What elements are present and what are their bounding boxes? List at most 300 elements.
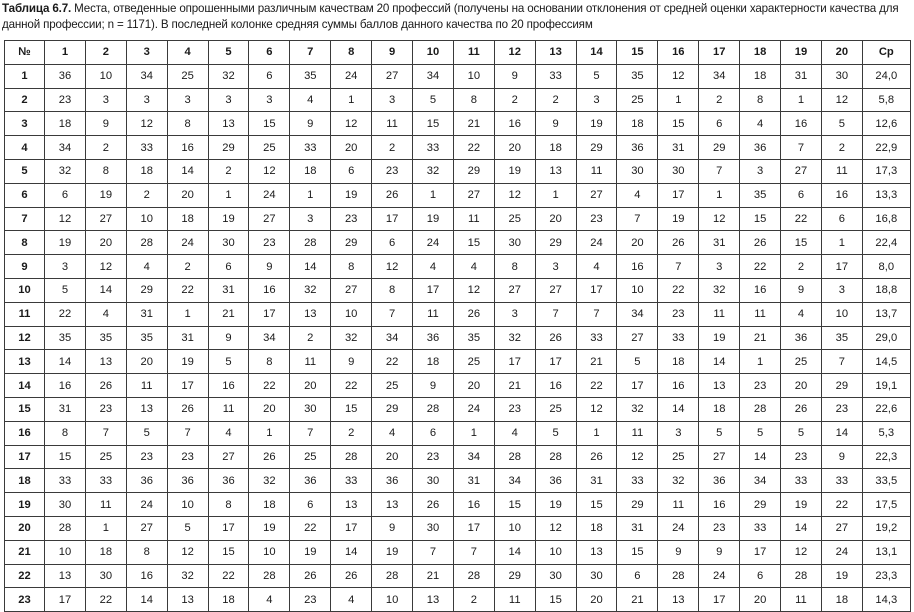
table-cell: 4 [372, 421, 413, 445]
table-cell: 19 [576, 112, 617, 136]
table-cell: 1 [699, 183, 740, 207]
table-cell: 31 [45, 397, 86, 421]
table-cell: 34 [453, 445, 494, 469]
table-cell: 15 [576, 493, 617, 517]
table-row [5, 278, 911, 302]
table-row [5, 302, 911, 326]
table-cell: 30 [413, 516, 454, 540]
table-cell: 20 [249, 397, 290, 421]
table-cell: 32 [494, 326, 535, 350]
table-cell: 5 [821, 112, 862, 136]
table-cell: 10 [167, 493, 208, 517]
table-cell: 17 [167, 374, 208, 398]
table-cell: 34 [45, 136, 86, 160]
table-cell: 14 [167, 159, 208, 183]
table-cell: 20 [494, 136, 535, 160]
header-cell-average: Ср [862, 41, 910, 65]
table-cell: 24 [821, 540, 862, 564]
table-row [5, 374, 911, 398]
table-cell: 17 [658, 183, 699, 207]
table-cell: 34 [413, 64, 454, 88]
table-cell: 17 [249, 302, 290, 326]
table-cell: 32 [208, 64, 249, 88]
table-row [5, 183, 911, 207]
table-cell: 8 [740, 88, 781, 112]
table-cell: 6 [413, 421, 454, 445]
average-cell: 22,3 [862, 445, 910, 469]
table-cell: 2 [331, 421, 372, 445]
row-number-cell: 17 [5, 445, 45, 469]
table-cell: 18 [413, 350, 454, 374]
table-cell: 35 [126, 326, 167, 350]
table-cell: 1 [413, 183, 454, 207]
table-cell: 3 [249, 88, 290, 112]
table-row [5, 231, 911, 255]
table-cell: 7 [617, 207, 658, 231]
average-cell: 5,3 [862, 421, 910, 445]
table-cell: 1 [535, 183, 576, 207]
table-cell: 25 [249, 136, 290, 160]
table-cell: 1 [453, 421, 494, 445]
table-cell: 18 [249, 493, 290, 517]
table-cell: 24 [453, 397, 494, 421]
table-cell: 28 [453, 564, 494, 588]
table-cell: 1 [167, 302, 208, 326]
table-cell: 7 [658, 255, 699, 279]
table-cell: 20 [535, 207, 576, 231]
table-cell: 32 [45, 159, 86, 183]
table-cell: 28 [45, 516, 86, 540]
table-cell: 34 [617, 302, 658, 326]
table-cell: 20 [331, 136, 372, 160]
table-cell: 33 [781, 469, 822, 493]
table-cell: 15 [535, 588, 576, 612]
table-cell: 23 [290, 588, 331, 612]
table-row [5, 350, 911, 374]
table-cell: 32 [331, 326, 372, 350]
table-cell: 30 [494, 231, 535, 255]
table-cell: 16 [740, 278, 781, 302]
table-cell: 32 [699, 278, 740, 302]
table-cell: 29 [126, 278, 167, 302]
table-cell: 8 [208, 493, 249, 517]
table-cell: 9 [413, 374, 454, 398]
table-cell: 20 [453, 374, 494, 398]
table-cell: 2 [535, 88, 576, 112]
table-cell: 25 [617, 88, 658, 112]
table-cell: 21 [453, 112, 494, 136]
table-cell: 18 [699, 397, 740, 421]
table-cell: 28 [249, 564, 290, 588]
table-cell: 30 [535, 564, 576, 588]
table-cell: 8 [45, 421, 86, 445]
table-cell: 33 [290, 136, 331, 160]
table-cell: 11 [658, 493, 699, 517]
table-cell: 15 [249, 112, 290, 136]
table-cell: 2 [781, 255, 822, 279]
table-cell: 27 [372, 64, 413, 88]
table-cell: 12 [699, 207, 740, 231]
table-cell: 15 [331, 397, 372, 421]
table-cell: 36 [413, 326, 454, 350]
table-cell: 27 [249, 207, 290, 231]
table-cell: 29 [740, 493, 781, 517]
table-cell: 15 [413, 112, 454, 136]
average-cell: 33,5 [862, 469, 910, 493]
table-cell: 4 [208, 421, 249, 445]
table-cell: 17 [372, 207, 413, 231]
header-cell: 1 [45, 41, 86, 65]
table-cell: 27 [699, 445, 740, 469]
table-cell: 2 [208, 159, 249, 183]
table-cell: 32 [290, 278, 331, 302]
table-cell: 16 [658, 374, 699, 398]
table-cell: 36 [617, 136, 658, 160]
table-cell: 29 [821, 374, 862, 398]
table-cell: 25 [658, 445, 699, 469]
table-cell: 30 [413, 469, 454, 493]
table-cell: 19 [821, 564, 862, 588]
table-cell: 11 [413, 302, 454, 326]
table-cell: 19 [85, 183, 126, 207]
table-cell: 18 [740, 64, 781, 88]
table-cell: 3 [290, 207, 331, 231]
table-cell: 20 [740, 588, 781, 612]
row-number-cell: 23 [5, 588, 45, 612]
table-cell: 9 [208, 326, 249, 350]
table-cell: 5 [699, 421, 740, 445]
table-cell: 9 [494, 64, 535, 88]
table-cell: 14 [781, 516, 822, 540]
table-cell: 5 [208, 350, 249, 374]
table-row [5, 207, 911, 231]
table-cell: 24 [331, 64, 372, 88]
table-cell: 5 [167, 516, 208, 540]
table-cell: 19 [658, 207, 699, 231]
table-row [5, 469, 911, 493]
table-cell: 22 [45, 302, 86, 326]
table-cell: 1 [821, 231, 862, 255]
table-cell: 19 [249, 516, 290, 540]
table-cell: 31 [208, 278, 249, 302]
table-cell: 5 [535, 421, 576, 445]
table-cell: 18 [126, 159, 167, 183]
row-number-cell: 13 [5, 350, 45, 374]
table-cell: 35 [740, 183, 781, 207]
table-cell: 2 [453, 588, 494, 612]
table-cell: 28 [535, 445, 576, 469]
table-cell: 27 [85, 207, 126, 231]
table-cell: 33 [658, 326, 699, 350]
table-cell: 33 [85, 469, 126, 493]
table-cell: 30 [821, 64, 862, 88]
table-cell: 10 [249, 540, 290, 564]
table-cell: 22 [249, 374, 290, 398]
table-cell: 14 [85, 278, 126, 302]
average-cell: 19,2 [862, 516, 910, 540]
table-cell: 33 [821, 469, 862, 493]
row-number-cell: 2 [5, 88, 45, 112]
table-cell: 25 [494, 207, 535, 231]
table-cell: 26 [331, 564, 372, 588]
table-cell: 9 [331, 350, 372, 374]
table-cell: 27 [576, 183, 617, 207]
table-cell: 3 [494, 302, 535, 326]
table-cell: 11 [290, 350, 331, 374]
table-cell: 20 [781, 374, 822, 398]
table-cell: 22 [290, 516, 331, 540]
table-row [5, 421, 911, 445]
table-cell: 29 [617, 493, 658, 517]
table-row [5, 255, 911, 279]
table-cell: 23 [167, 445, 208, 469]
table-cell: 26 [167, 397, 208, 421]
table-cell: 2 [85, 136, 126, 160]
row-number-cell: 14 [5, 374, 45, 398]
table-cell: 27 [617, 326, 658, 350]
row-number-cell: 6 [5, 183, 45, 207]
table-cell: 19 [331, 183, 372, 207]
table-cell: 31 [781, 64, 822, 88]
header-row [5, 41, 911, 65]
row-number-cell: 10 [5, 278, 45, 302]
table-cell: 16 [781, 112, 822, 136]
table-cell: 18 [290, 159, 331, 183]
table-cell: 21 [494, 374, 535, 398]
table-cell: 13 [576, 540, 617, 564]
table-cell: 3 [699, 255, 740, 279]
table-cell: 26 [290, 564, 331, 588]
table-cell: 27 [453, 183, 494, 207]
table-cell: 8 [126, 540, 167, 564]
table-cell: 33 [535, 64, 576, 88]
table-cell: 26 [658, 231, 699, 255]
table-cell: 34 [372, 326, 413, 350]
table-cell: 19 [413, 207, 454, 231]
table-cell: 19 [208, 207, 249, 231]
table-cell: 4 [331, 588, 372, 612]
table-cell: 32 [617, 397, 658, 421]
table-cell: 26 [740, 231, 781, 255]
average-cell: 22,9 [862, 136, 910, 160]
table-cell: 5 [576, 64, 617, 88]
table-cell: 29 [331, 231, 372, 255]
table-cell: 9 [781, 278, 822, 302]
table-cell: 16 [208, 374, 249, 398]
table-cell: 18 [85, 540, 126, 564]
table-cell: 24 [167, 231, 208, 255]
table-cell: 30 [208, 231, 249, 255]
table-row [5, 112, 911, 136]
table-cell: 25 [453, 350, 494, 374]
table-cell: 36 [290, 469, 331, 493]
table-cell: 3 [85, 88, 126, 112]
header-cell: 6 [249, 41, 290, 65]
table-cell: 10 [617, 278, 658, 302]
table-cell: 1 [658, 88, 699, 112]
average-cell: 22,6 [862, 397, 910, 421]
average-cell: 16,8 [862, 207, 910, 231]
table-cell: 35 [85, 326, 126, 350]
table-cell: 30 [290, 397, 331, 421]
table-cell: 22 [781, 207, 822, 231]
table-cell: 16 [494, 112, 535, 136]
header-cell: 5 [208, 41, 249, 65]
table-cell: 9 [821, 445, 862, 469]
table-cell: 35 [45, 326, 86, 350]
row-number-cell: 22 [5, 564, 45, 588]
table-cell: 20 [617, 231, 658, 255]
average-cell: 13,3 [862, 183, 910, 207]
average-cell: 22,4 [862, 231, 910, 255]
table-cell: 4 [781, 302, 822, 326]
table-cell: 20 [576, 588, 617, 612]
table-cell: 7 [453, 540, 494, 564]
average-cell: 5,8 [862, 88, 910, 112]
table-cell: 16 [126, 564, 167, 588]
row-number-cell: 18 [5, 469, 45, 493]
table-cell: 3 [208, 88, 249, 112]
table-cell: 7 [413, 540, 454, 564]
table-cell: 36 [372, 469, 413, 493]
header-cell: 16 [658, 41, 699, 65]
table-cell: 25 [290, 445, 331, 469]
table-cell: 19 [494, 159, 535, 183]
table-cell: 6 [208, 255, 249, 279]
data-table [4, 40, 911, 612]
table-cell: 29 [535, 231, 576, 255]
header-cell-number: № [5, 41, 45, 65]
table-cell: 14 [331, 540, 372, 564]
table-cell: 27 [821, 516, 862, 540]
table-cell: 31 [167, 326, 208, 350]
table-cell: 33 [45, 469, 86, 493]
table-cell: 6 [740, 564, 781, 588]
table-cell: 21 [576, 350, 617, 374]
table-cell: 36 [208, 469, 249, 493]
table-cell: 3 [45, 255, 86, 279]
table-cell: 19 [699, 326, 740, 350]
table-cell: 16 [535, 374, 576, 398]
table-cell: 12 [781, 540, 822, 564]
table-cell: 16 [453, 493, 494, 517]
table-cell: 2 [126, 183, 167, 207]
table-cell: 23 [413, 445, 454, 469]
table-cell: 12 [453, 278, 494, 302]
table-cell: 6 [290, 493, 331, 517]
table-cell: 35 [453, 326, 494, 350]
table-cell: 3 [576, 88, 617, 112]
table-cell: 21 [413, 564, 454, 588]
table-cell: 15 [494, 493, 535, 517]
table-cell: 29 [208, 136, 249, 160]
table-cell: 26 [453, 302, 494, 326]
table-cell: 23 [126, 445, 167, 469]
table-cell: 11 [126, 374, 167, 398]
table-cell: 11 [208, 397, 249, 421]
table-cell: 4 [494, 421, 535, 445]
header-cell: 8 [331, 41, 372, 65]
table-cell: 17 [45, 588, 86, 612]
table-cell: 23 [699, 516, 740, 540]
table-cell: 13 [413, 588, 454, 612]
table-cell: 22 [453, 136, 494, 160]
table-cell: 10 [453, 64, 494, 88]
table-cell: 33 [126, 136, 167, 160]
table-cell: 13 [658, 588, 699, 612]
table-row [5, 540, 911, 564]
table-cell: 27 [494, 278, 535, 302]
table-cell: 10 [535, 540, 576, 564]
table-cell: 11 [781, 588, 822, 612]
table-cell: 7 [821, 350, 862, 374]
table-cell: 6 [331, 159, 372, 183]
table-cell: 27 [208, 445, 249, 469]
table-cell: 7 [535, 302, 576, 326]
table-cell: 9 [85, 112, 126, 136]
table-cell: 15 [781, 231, 822, 255]
table-cell: 2 [372, 136, 413, 160]
table-cell: 12 [167, 540, 208, 564]
table-cell: 5 [617, 350, 658, 374]
table-cell: 9 [372, 516, 413, 540]
table-cell: 12 [535, 516, 576, 540]
table-cell: 28 [290, 231, 331, 255]
table-cell: 3 [740, 159, 781, 183]
table-cell: 15 [453, 231, 494, 255]
table-cell: 34 [126, 64, 167, 88]
header-cell: 10 [413, 41, 454, 65]
table-cell: 13 [85, 350, 126, 374]
table-caption [2, 1, 910, 33]
table-cell: 16 [167, 136, 208, 160]
table-cell: 26 [85, 374, 126, 398]
table-cell: 35 [290, 64, 331, 88]
table-cell: 30 [617, 159, 658, 183]
table-cell: 3 [167, 88, 208, 112]
average-cell: 13,1 [862, 540, 910, 564]
table-cell: 34 [699, 64, 740, 88]
table-cell: 5 [45, 278, 86, 302]
row-number-cell: 3 [5, 112, 45, 136]
table-cell: 4 [85, 302, 126, 326]
table-cell: 4 [617, 183, 658, 207]
table-cell: 4 [126, 255, 167, 279]
table-cell: 13 [126, 397, 167, 421]
table-cell: 12 [658, 64, 699, 88]
table-row [5, 564, 911, 588]
table-cell: 5 [413, 88, 454, 112]
table-cell: 12 [576, 397, 617, 421]
average-cell: 14,3 [862, 588, 910, 612]
table-cell: 28 [372, 564, 413, 588]
table-cell: 22 [821, 493, 862, 517]
table-cell: 23 [821, 397, 862, 421]
row-number-cell: 11 [5, 302, 45, 326]
table-cell: 2 [699, 88, 740, 112]
table-cell: 3 [821, 278, 862, 302]
table-cell: 32 [413, 159, 454, 183]
table-cell: 16 [45, 374, 86, 398]
table-cell: 18 [535, 136, 576, 160]
table-cell: 1 [576, 421, 617, 445]
table-cell: 4 [413, 255, 454, 279]
row-number-cell: 1 [5, 64, 45, 88]
table-cell: 7 [85, 421, 126, 445]
table-cell: 12 [45, 207, 86, 231]
table-cell: 17 [208, 516, 249, 540]
table-cell: 25 [85, 445, 126, 469]
